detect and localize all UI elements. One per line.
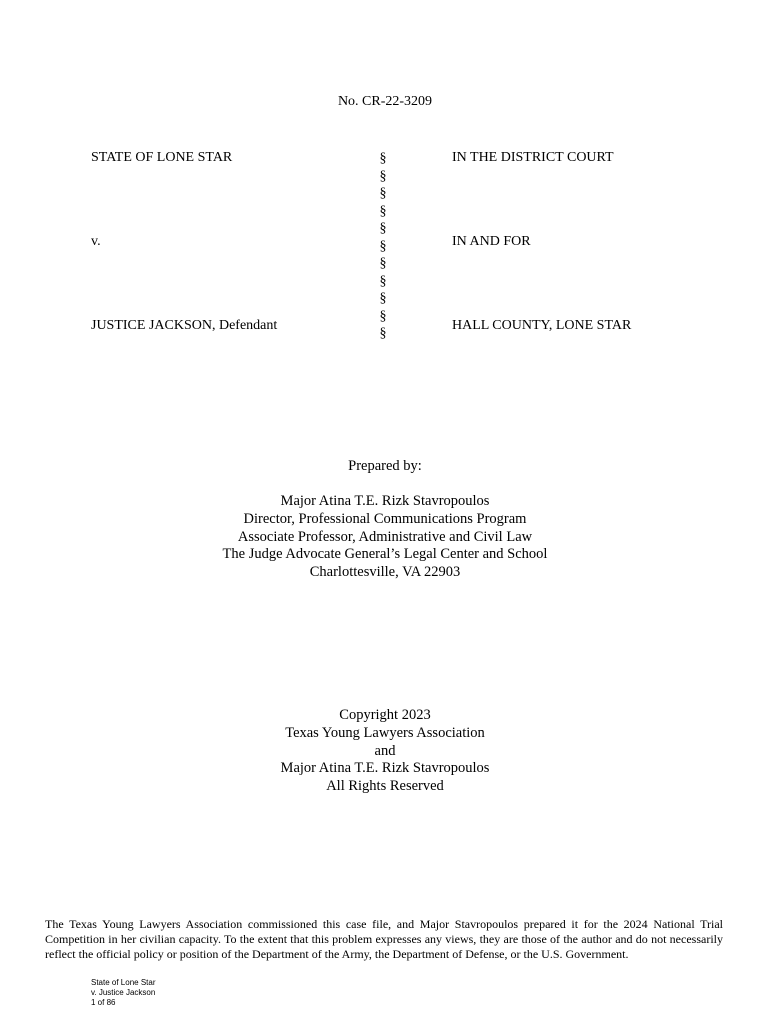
caption-defendant: JUSTICE JACKSON, Defendant <box>91 318 278 333</box>
copyright-year: Copyright 2023 <box>339 707 431 723</box>
case-number: No. CR-22-3209 <box>337 94 433 109</box>
preparer-block <box>0 493 770 582</box>
section-mark: § <box>379 151 387 166</box>
section-mark: § <box>379 326 387 341</box>
footer-case-title: State of Lone Star <box>91 978 156 987</box>
section-mark: § <box>379 273 387 289</box>
footer-case-title-defendant: v. Justice Jackson <box>91 988 156 997</box>
caption-in-and-for: IN AND FOR <box>452 234 531 249</box>
copyright-rights: All Rights Reserved <box>326 778 444 795</box>
preparer-position: Associate Professor, Administrative and Civil Law <box>237 528 533 545</box>
preparer-title: Director, Professional Communications Program <box>243 510 527 527</box>
caption-plaintiff: STATE OF LONE STAR <box>91 150 233 165</box>
disclaimer-paragraph: The Texas Young Lawyers Association commissioned this case file, and Major Stavropoulos prepared it for the 2024 National Trial Competition in her civilian capacity. To the extent that this problem expresses any views, they are those of the author and do not necessarily reflect the official policy or position of the Department of the Army, the Department of Defense, or the U.S. Government. <box>45 917 723 961</box>
section-mark-column <box>376 150 390 343</box>
section-mark: § <box>379 221 387 236</box>
copyright-and: and <box>374 742 396 759</box>
preparer-name: Major Atina T.E. Rizk Stavropoulos <box>280 493 490 509</box>
page-footer <box>91 978 156 1008</box>
section-mark: § <box>379 256 387 271</box>
caption-county: HALL COUNTY, LONE STAR <box>452 318 632 333</box>
preparer-address: Charlottesville, VA 22903 <box>309 564 461 581</box>
preparer-institution: The Judge Advocate General’s Legal Center and School <box>222 546 548 563</box>
section-mark: § <box>379 168 387 184</box>
prepared-by-label: Prepared by: <box>348 458 422 474</box>
section-mark: § <box>379 291 387 306</box>
copyright-block <box>0 707 770 796</box>
copyright-holder: Texas Young Lawyers Association <box>285 724 485 741</box>
section-mark: § <box>379 186 387 201</box>
copyright-coholder: Major Atina T.E. Rizk Stavropoulos <box>280 760 490 777</box>
caption-versus: v. <box>91 234 101 249</box>
footer-page-number: 1 of 86 <box>91 998 116 1007</box>
section-mark: § <box>379 308 387 324</box>
section-mark: § <box>379 238 387 254</box>
caption-court: IN THE DISTRICT COURT <box>452 150 614 165</box>
section-mark: § <box>379 203 387 219</box>
